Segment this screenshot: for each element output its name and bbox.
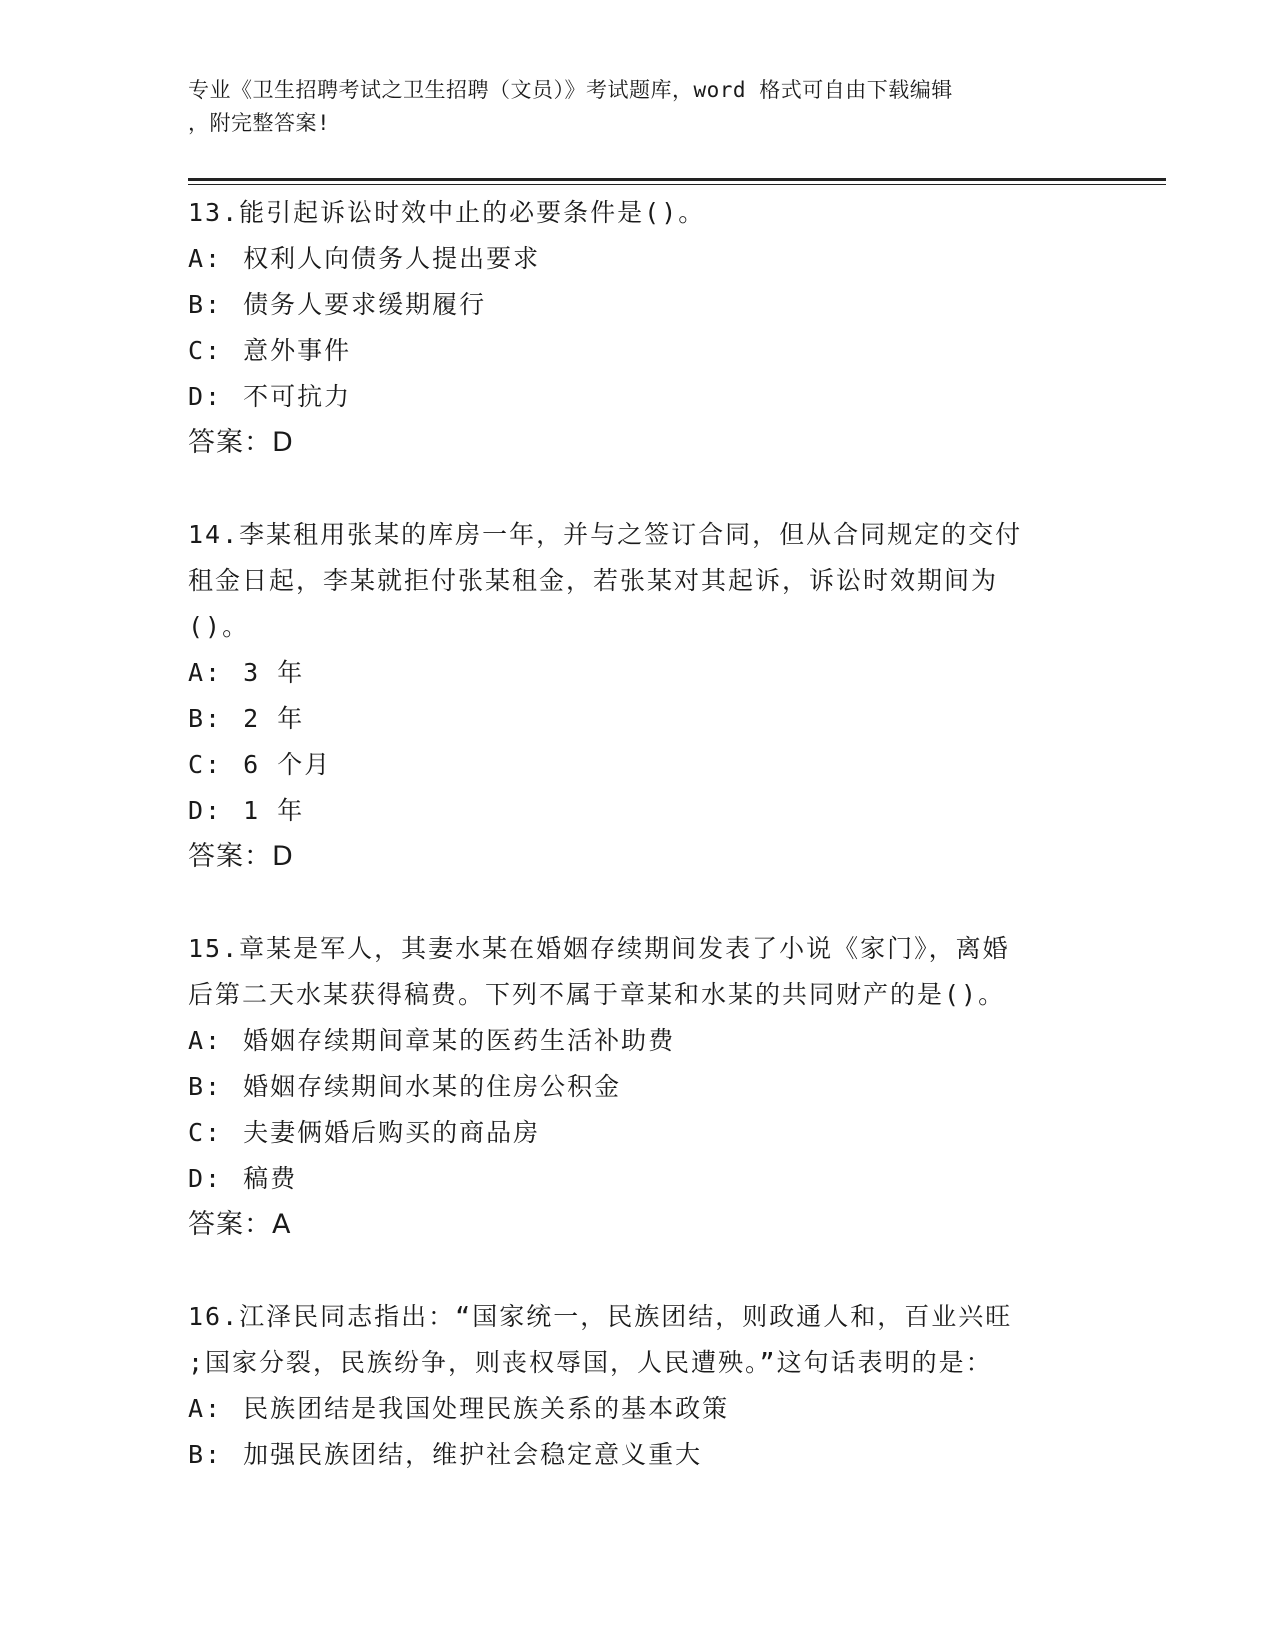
option-key: B: [188,704,223,733]
option-text: 6 个月 [243,750,332,779]
option-d [188,1156,1088,1202]
option-a [188,236,1088,282]
option-key: A: [188,244,223,273]
option-key: C: [188,336,223,365]
option-text: 权利人向债务人提出要求 [243,244,541,273]
option-text: 婚姻存续期间章某的医药生活补助费 [243,1026,676,1055]
question-spacer [188,880,1088,926]
option-a [188,650,1088,696]
answer-line: 答案：D [188,427,294,458]
document-header [188,74,1068,140]
option-b [188,696,1088,742]
question-stem-line-1: 16.江泽民同志指出：“国家统一，民族团结，则政通人和，百业兴旺 [188,1302,1013,1331]
question-stem: 13.能引起诉讼时效中止的必要条件是()。 [188,198,706,227]
option-text: 民族团结是我国处理民族关系的基本政策 [243,1394,730,1423]
option-key: D: [188,796,223,825]
header-divider-thick [188,178,1166,181]
question-stem-line-1: 15.章某是军人，其妻水某在婚姻存续期间发表了小说《家门》，离婚 [188,934,1010,963]
question-14 [188,512,1088,880]
question-spacer [188,1248,1088,1294]
question-13 [188,190,1088,466]
option-key: B: [188,290,223,319]
question-stem-line-3: ()。 [188,612,250,641]
header-line-1: 专业《卫生招聘考试之卫生招聘（文员）》考试题库，word 格式可自由下载编辑 [188,78,953,102]
option-d [188,374,1088,420]
option-text: 稿费 [243,1164,298,1193]
option-key: D: [188,382,223,411]
option-d [188,788,1088,834]
option-text: 婚姻存续期间水某的住房公积金 [243,1072,622,1101]
option-text: 3 年 [243,658,305,687]
question-stem-line-1: 14.李某租用张某的库房一年，并与之签订合同，但从合同规定的交付 [188,520,1023,549]
question-16 [188,1294,1088,1478]
option-c [188,1110,1088,1156]
option-key: A: [188,1394,223,1423]
option-text: 2 年 [243,704,305,733]
question-stem-line-2: 后第二天水某获得稿费。下列不属于章某和水某的共同财产的是()。 [188,980,1006,1009]
option-b [188,1432,1088,1478]
header-divider-thin [188,184,1166,185]
option-key: C: [188,750,223,779]
option-b [188,1064,1088,1110]
option-text: 加强民族团结，维护社会稳定意义重大 [243,1440,703,1469]
option-c [188,328,1088,374]
option-a [188,1386,1088,1432]
option-text: 不可抗力 [243,382,352,411]
option-text: 意外事件 [243,336,352,365]
option-key: B: [188,1072,223,1101]
option-a [188,1018,1088,1064]
answer-line: 答案：D [188,841,294,872]
option-text: 夫妻俩婚后购买的商品房 [243,1118,541,1147]
option-key: A: [188,658,223,687]
option-key: C: [188,1118,223,1147]
question-15 [188,926,1088,1248]
question-list [188,190,1088,1478]
question-spacer [188,466,1088,512]
option-key: A: [188,1026,223,1055]
option-text: 1 年 [243,796,305,825]
answer-line: 答案：A [188,1209,292,1240]
option-key: D: [188,1164,223,1193]
option-c [188,742,1088,788]
header-line-2: ，附完整答案! [188,111,331,135]
question-stem-line-2: ;国家分裂，民族纷争，则丧权辱国，人民遭殃。”这句话表明的是： [188,1348,993,1377]
option-key: B: [188,1440,223,1469]
question-stem-line-2: 租金日起，李某就拒付张某租金，若张某对其起诉，诉讼时效期间为 [188,566,999,595]
option-text: 债务人要求缓期履行 [243,290,487,319]
option-b [188,282,1088,328]
